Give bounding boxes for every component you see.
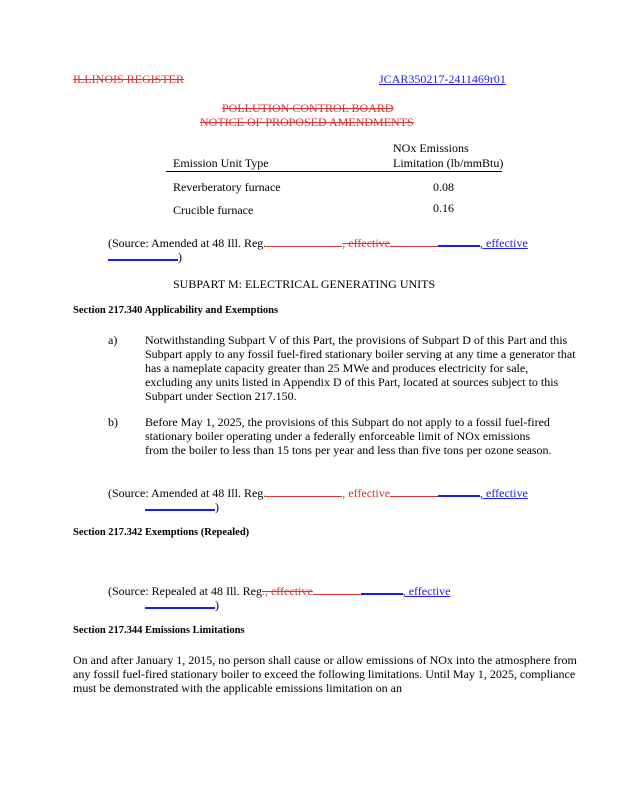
source-prefix: (Source: Amended at 48 Ill. Reg.: [108, 236, 267, 250]
section-heading: Section 217.344 Emissions Limitations: [73, 625, 245, 636]
document-id: JCAR350217-2411469r01: [379, 72, 506, 86]
table-row-limit: 0.16: [433, 201, 454, 215]
source-prefix: (Source: Amended at 48 Ill. Reg.: [108, 486, 267, 500]
table-row-unit: Crucible furnace: [173, 203, 254, 217]
list-label: b): [108, 415, 118, 429]
blank-red: [266, 486, 342, 497]
section-heading: Section 217.342 Exemptions (Repealed): [73, 527, 250, 538]
blank-new: [438, 235, 480, 247]
source-close-line: [145, 597, 219, 613]
paragraph-limitations: On and after January 1, 2015, no person shall cause or allow emissions of NOx into the atmosphere from any fossil fuel-fired stationary boiler to exceed the following limitations. Until May 1, 2025, compliance must be demonstrated with the applicable emissions limitation on an: [73, 653, 577, 695]
blank-struck: [390, 236, 438, 247]
blank-new: [145, 499, 215, 511]
blank-struck: [313, 584, 361, 595]
col2-header-line2: Limitation (lb/mmBtu): [393, 156, 504, 170]
blank-new: [361, 583, 403, 595]
blank-new: [108, 249, 178, 261]
section-heading: Section 217.340 Applicability and Exemptions: [73, 305, 279, 316]
notice-title: NOTICE OF PROPOSED AMENDMENTS: [200, 115, 414, 129]
table-header-rule: [166, 171, 502, 172]
blank-struck: [266, 236, 342, 247]
blank-red: [390, 486, 438, 497]
source-prefix: (Source: Repealed at 48 Ill. Reg: [108, 584, 262, 598]
source-close-line: [145, 499, 219, 515]
source-effective-red: , effective: [342, 486, 391, 500]
source-struck-effective: ., effective: [261, 584, 313, 598]
table-row-limit: 0.08: [433, 180, 454, 194]
paragraph-b: Before May 1, 2025, the provisions of this Subpart do not apply to a fossil fuel-fired stationary boiler operating under a federally enforceable limit of NOx emissions from the boiler to less than 15 tons per year and less than five tons per ozone season.: [145, 415, 552, 457]
col2-header-line1: NOx Emissions: [393, 141, 469, 155]
source-close: ): [178, 250, 182, 264]
paragraph-a: Notwithstanding Subpart V of this Part, the provisions of Subpart D of this Part and this Subpart apply to any fossil fuel-fired stationary boiler serving at any time a generator that has a nameplate capacity greater than 25 MWe and produces electricity for sale, excluding any units listed in Appendix D of this Part, located at sources subject to this Subpart under Section 217.150.: [145, 333, 576, 403]
table-row-unit: Reverberatory furnace: [173, 180, 281, 194]
board-name: POLLUTION CONTROL BOARD: [222, 101, 394, 115]
source-new-effective: , effective: [480, 236, 528, 250]
blank-new: [438, 485, 480, 497]
source-struck-effective: , effective: [342, 236, 391, 250]
source-close: ): [215, 598, 219, 612]
source-close-line: [108, 249, 182, 265]
source-new-effective: , effective: [402, 584, 451, 598]
register-title: ILLINOIS REGISTER: [73, 72, 184, 86]
col1-header: Emission Unit Type: [173, 156, 269, 170]
subpart-title: SUBPART M: ELECTRICAL GENERATING UNITS: [173, 277, 436, 291]
blank-new: [145, 597, 215, 609]
list-label: a): [108, 333, 118, 347]
source-new-effective: , effective: [480, 486, 528, 500]
source-close: ): [215, 500, 219, 514]
